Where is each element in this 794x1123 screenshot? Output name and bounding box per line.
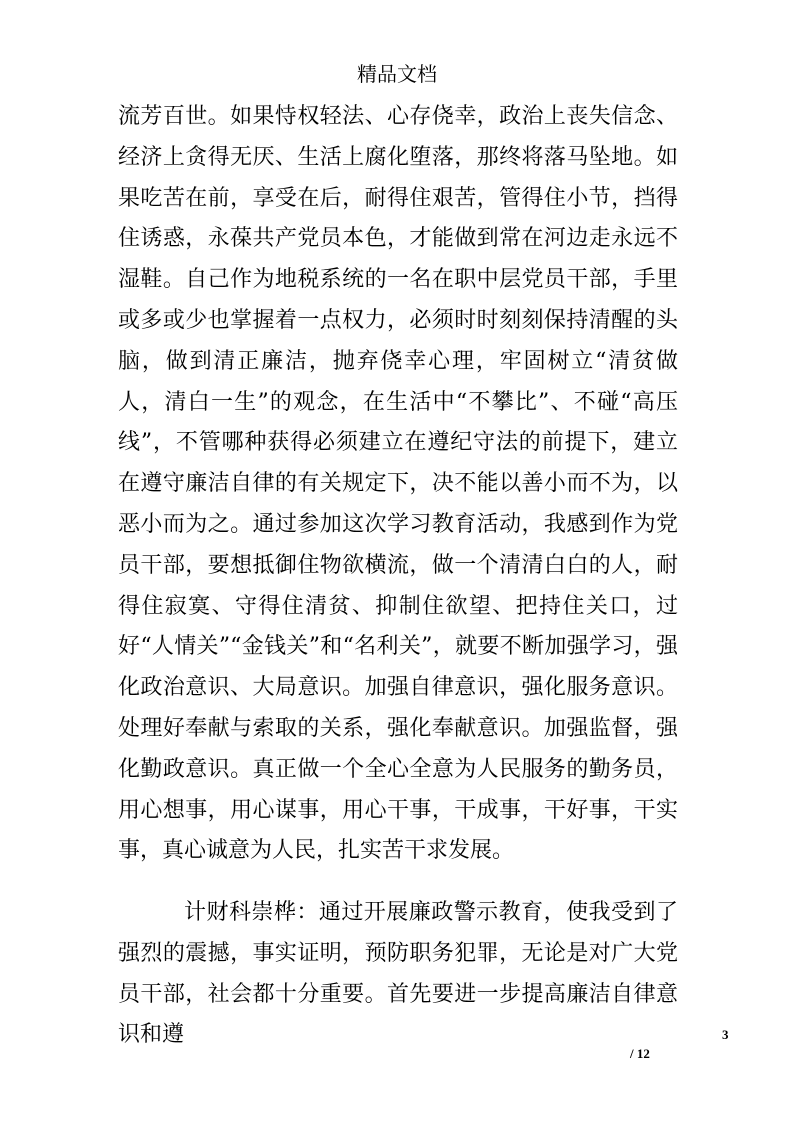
body-paragraph-1: 流芳百世。如果恃权轻法、心存侥幸，政治上丧失信念、经济上贪得无厌、生活上腐化堕落，那终将落马坠地。如果吃苦在前，享受在后，耐得住艰苦，管得住小节，挡得住诱惑，永葆共产党员本色，才能做到常在河边走永远不湿鞋。自己作为地税系统的一名在职中层党员干部，手里或多或少也掌握着一点权力，必须时时刻刻保持清醒的头脑，做到清正廉洁，抛弃侥幸心理，牢固树立“清贫做人，清白一生”的观念，在生活中“不攀比”、不碰“高压线”，不管哪种获得必须建立在遵纪守法的前提下，建立在遵守廉洁自律的有关规定下，决不能以善小而不为，以恶小而为之。通过参加这次学习教育活动，我感到作为党员干部，要想抵御住物欲横流，做一个清清白白的人，耐得住寂寞、守得住清贫、抑制住欲望、把持住关口，过好“人情关”“金钱关”和“名利关”，就要不断加强学习，强化政治意识、大局意识。加强自律意识，强化服务意识。处理好奉献与索取的关系，强化奉献意识。加强监督，强化勤政意识。真正做一个全心全意为人民服务的勤务员，用心想事，用心谋事，用心干事，干成事，干好事，干实事，真心诚意为人民，扎实苦干求发展。	[118, 104, 678, 864]
document-header-title: 精品文档	[357, 62, 437, 86]
page-number: 3	[722, 1027, 729, 1042]
body-paragraph-2: 计财科崇桦：通过开展廉政警示教育，使我受到了强烈的震撼，事实证明，预防职务犯罪，无论是对广大党员干部，社会都十分重要。首先要进一步提高廉洁自律意识和遵	[118, 900, 678, 1048]
page-total: / 12	[630, 1046, 650, 1061]
